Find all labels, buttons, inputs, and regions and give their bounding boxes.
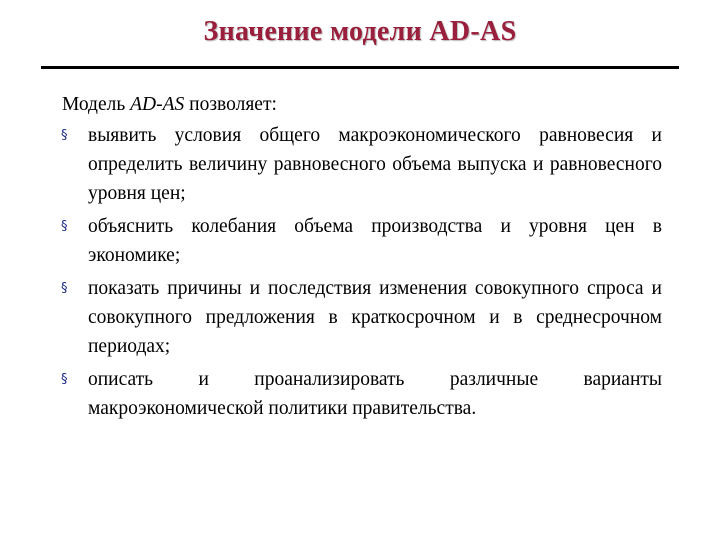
intro-lead: Модель bbox=[62, 94, 131, 115]
list-item-text: выявить условия общего макроэкономического равновесия и определить величину равновесного объема выпуска и равновесного уровня цен; bbox=[88, 125, 662, 204]
slide-body bbox=[62, 90, 662, 427]
bullet-icon: § bbox=[61, 281, 68, 296]
list-item-text: объяснить колебания объема производства и уровня цен в экономике; bbox=[88, 216, 662, 266]
bullet-list bbox=[62, 121, 662, 423]
list-item bbox=[62, 121, 662, 208]
title-divider bbox=[41, 66, 679, 69]
bullet-icon: § bbox=[61, 128, 68, 143]
slide-title: Значение модели AD-AS bbox=[203, 16, 517, 47]
intro-emphasis: AD-AS bbox=[130, 94, 185, 115]
list-item-text: описать и проанализировать различные варианты макроэкономической политики правительства. bbox=[88, 369, 662, 419]
bullet-icon: § bbox=[61, 219, 68, 234]
list-item bbox=[62, 212, 662, 270]
list-item bbox=[62, 365, 662, 423]
list-item bbox=[62, 274, 662, 361]
intro-line bbox=[62, 90, 662, 119]
list-item-text: показать причины и последствия изменения совокупного спроса и совокупного предложения в краткосрочном и в среднесрочном периодах; bbox=[88, 278, 662, 357]
intro-tail: позволяет: bbox=[184, 94, 277, 115]
bullet-icon: § bbox=[61, 372, 68, 387]
